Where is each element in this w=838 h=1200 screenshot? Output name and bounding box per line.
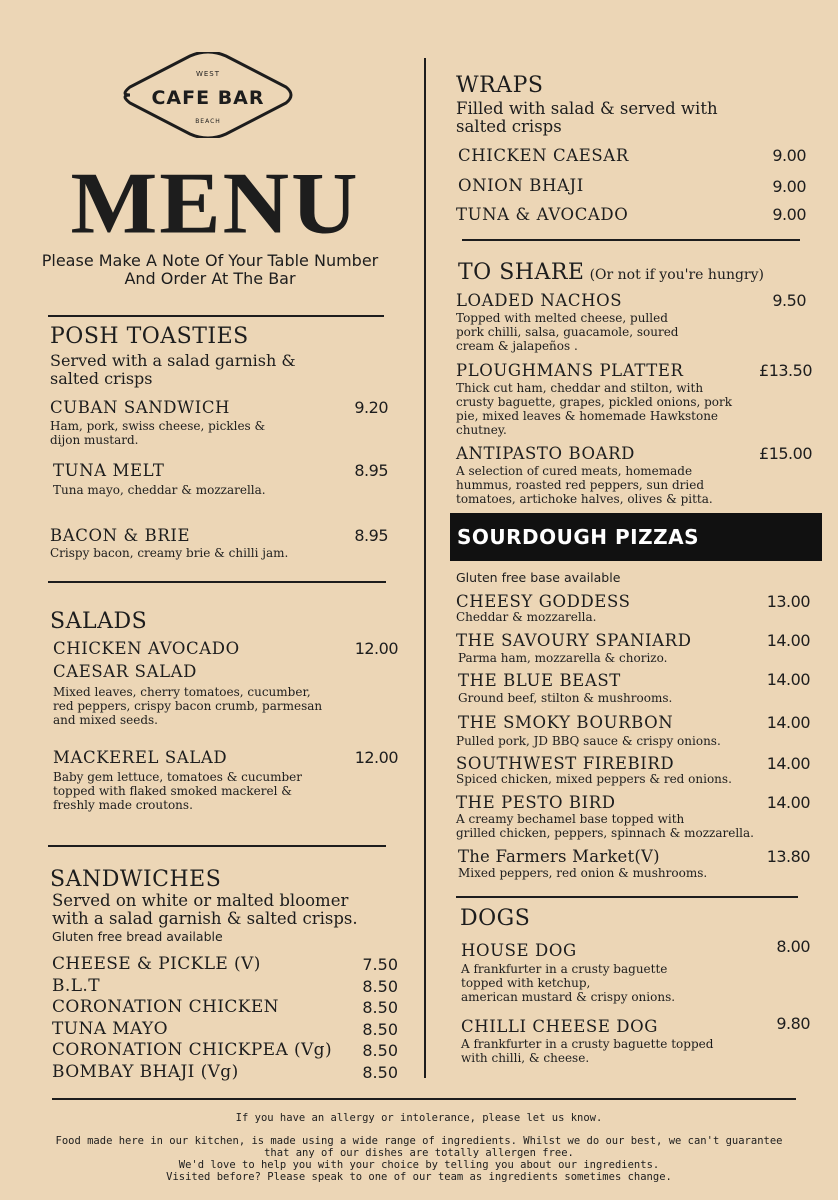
item-name: CHILLI CHEESE DOG	[461, 1017, 659, 1036]
item-name: The Farmers Market(V)	[458, 847, 660, 866]
sandwich-prices	[340, 954, 398, 1083]
item-description: Tuna mayo, cheddar & mozzarella.	[53, 483, 266, 497]
divider	[48, 315, 384, 317]
item-name: SOUTHWEST FIREBIRD	[456, 754, 675, 773]
item-price: 14.00	[766, 713, 810, 732]
logo-name: CAFE BAR	[151, 87, 265, 109]
section-heading-to-share: TO SHARE	[458, 260, 585, 285]
allergy-notice: If you have an allergy or intolerance, please let us know.	[235, 1112, 603, 1124]
item-description: Ham, pork, swiss cheese, pickles & dijon mustard.	[50, 419, 266, 447]
item-price: 14.00	[766, 631, 810, 650]
item-price: 8.00	[776, 937, 810, 956]
section-heading-note: (Or not if you're hungry)	[589, 267, 764, 283]
item-name: BOMBAY BHAJI (Vg)	[52, 1061, 239, 1082]
gluten-free-note: Gluten free bread available	[52, 929, 223, 944]
section-subtitle: Served with a salad garnish & salted crisps	[50, 351, 296, 388]
item-description: Spiced chicken, mixed peppers & red onions.	[456, 772, 732, 786]
item-name: ANTIPASTO BOARD	[456, 444, 635, 463]
item-price: 14.00	[766, 670, 810, 689]
item-description: Pulled pork, JD BBQ sauce & crispy onions.	[456, 734, 721, 748]
item-description: A creamy bechamel base topped with grilled chicken, peppers, spinnach & mozzarella.	[456, 812, 754, 840]
item-description: Parma ham, mozzarella & chorizo.	[458, 651, 668, 665]
item-price: 8.50	[362, 1041, 398, 1060]
item-price: 14.00	[766, 754, 810, 773]
item-price: 9.00	[772, 146, 806, 165]
item-name: HOUSE DOG	[461, 941, 577, 960]
item-description: Cheddar & mozzarella.	[456, 610, 597, 624]
item-price: 7.50	[362, 955, 398, 974]
item-name: TUNA & AVOCADO	[456, 205, 629, 224]
item-name: B.L.T	[52, 975, 100, 996]
section-subtitle: Served on white or malted bloomer with a salad garnish & salted crisps.	[52, 891, 358, 928]
item-name: MACKEREL SALAD	[53, 748, 228, 767]
item-name: CHEESE & PICKLE (V)	[52, 954, 261, 974]
allergen-disclaimer: Food made here in our kitchen, is made using a wide range of ingredients. Whilst we do our best, we can't guarantee that any of our dishes are totally allergen free. We'd love to help you with your choice by telling you about our ingredients. Visited before? Please speak to one of our team as ingredients sometimes change.	[55, 1135, 783, 1183]
divider	[48, 581, 386, 583]
item-price: 9.80	[776, 1014, 810, 1033]
item-name: CHICKEN AVOCADO CAESAR SALAD	[53, 639, 240, 681]
item-description: Topped with melted cheese, pulled pork chilli, salsa, guacamole, soured cream & jalapeños .	[456, 311, 679, 353]
logo-bottom-text: BEACH	[195, 118, 221, 125]
item-price: 14.00	[766, 793, 810, 812]
item-price: £13.50	[759, 361, 812, 380]
menu-title: MENU	[70, 154, 360, 252]
item-name: TUNA MELT	[53, 461, 165, 480]
item-description: Ground beef, stilton & mushrooms.	[458, 691, 673, 705]
item-name: CHEESY GODDESS	[456, 592, 631, 611]
divider	[456, 896, 798, 898]
item-description: A frankfurter in a crusty baguette topped with ketchup, american mustard & crispy onions.	[461, 962, 676, 1004]
divider	[462, 239, 800, 241]
item-price: 8.95	[354, 461, 388, 480]
section-heading-salads: SALADS	[50, 609, 148, 634]
item-name: PLOUGHMANS PLATTER	[456, 361, 684, 380]
item-price: 8.50	[362, 1019, 398, 1039]
item-name: THE BLUE BEAST	[458, 671, 621, 690]
item-description: A frankfurter in a crusty baguette topped with chilli, & cheese.	[461, 1037, 714, 1065]
item-price: 12.00	[354, 639, 398, 658]
item-name: THE SMOKY BOURBON	[458, 713, 674, 732]
section-heading-dogs: DOGS	[460, 906, 531, 931]
item-price: 13.00	[766, 592, 810, 611]
item-name: CUBAN SANDWICH	[50, 398, 231, 417]
item-description: Baby gem lettuce, tomatoes & cucumber topped with flaked smoked mackerel & freshly made croutons.	[53, 770, 302, 812]
item-name: CORONATION CHICKPEA (Vg)	[52, 1040, 332, 1060]
item-price: 9.50	[772, 291, 806, 310]
item-name: BACON & BRIE	[50, 526, 191, 545]
item-description: Thick cut ham, cheddar and stilton, with crusty baguette, grapes, pickled onions, pork pie, mixed leaves & homemade Hawkstone chutney.	[456, 381, 733, 437]
gluten-free-note: Gluten free base available	[456, 570, 621, 585]
order-note: Please Make A Note Of Your Table Number And Order At The Bar	[41, 251, 379, 288]
item-description: Mixed peppers, red onion & mushrooms.	[458, 866, 708, 880]
section-heading-posh-toasties: POSH TOASTIES	[50, 324, 249, 349]
column-divider	[424, 58, 426, 1078]
item-description: Crispy bacon, creamy brie & chilli jam.	[50, 546, 289, 560]
item-name: LOADED NACHOS	[456, 291, 623, 310]
pizza-banner	[450, 513, 822, 561]
item-name: CORONATION CHICKEN	[52, 997, 279, 1017]
divider	[48, 845, 386, 847]
item-name: THE SAVOURY SPANIARD	[456, 631, 692, 650]
item-price: 8.50	[362, 1062, 398, 1082]
section-heading-sandwiches: SANDWICHES	[50, 867, 222, 892]
section-subtitle: Filled with salad & served with salted crisps	[456, 99, 718, 136]
item-price: 8.95	[354, 526, 388, 545]
item-name: THE PESTO BIRD	[456, 793, 616, 812]
to-share-heading-row	[458, 260, 764, 286]
item-description: Mixed leaves, cherry tomatoes, cucumber, red peppers, crispy bacon crumb, parmesan and mixed seeds.	[53, 685, 323, 727]
item-price: 8.50	[362, 976, 398, 996]
item-price: 9.00	[772, 177, 806, 196]
item-name: ONION BHAJI	[458, 176, 584, 195]
item-price: 12.00	[354, 748, 398, 767]
item-price: £15.00	[759, 444, 812, 463]
footer-divider	[52, 1098, 796, 1100]
section-heading-pizzas: SOURDOUGH PIZZAS	[457, 525, 699, 549]
section-heading-wraps: WRAPS	[456, 73, 544, 98]
sandwich-list	[52, 954, 332, 1083]
item-name: TUNA MAYO	[52, 1018, 168, 1039]
item-price: 9.00	[772, 205, 806, 224]
item-price: 9.20	[354, 398, 388, 417]
item-price: 13.80	[766, 847, 810, 866]
logo-top-text: WEST	[195, 70, 221, 78]
item-name: CHICKEN CAESAR	[458, 146, 629, 165]
item-description: A selection of cured meats, homemade hummus, roasted red peppers, sun dried tomatoes, artichoke halves, olives & pitta.	[456, 464, 713, 506]
item-price: 8.50	[362, 998, 398, 1017]
